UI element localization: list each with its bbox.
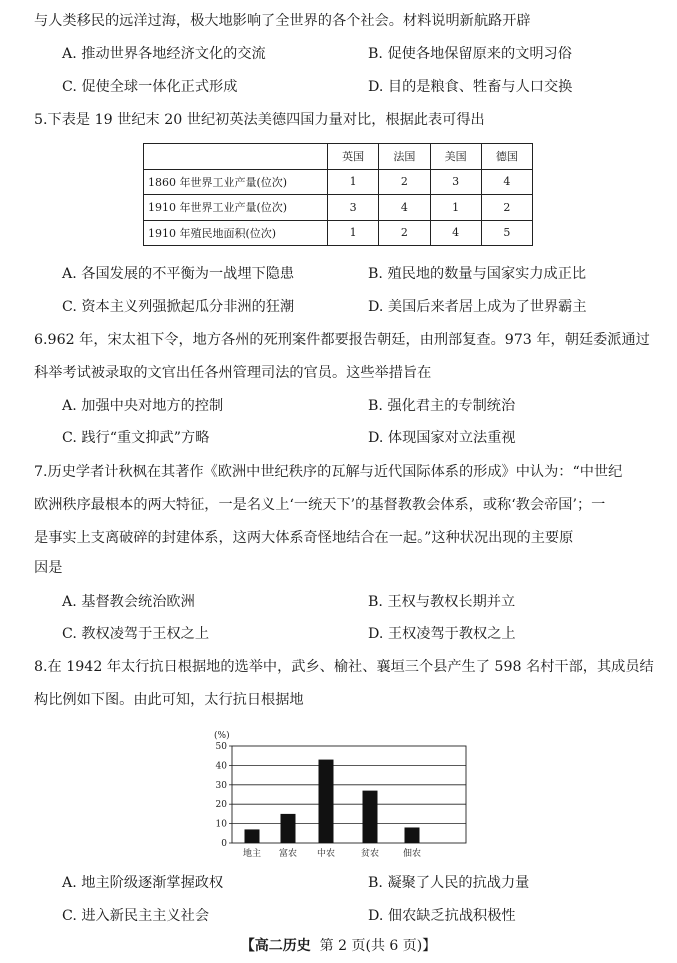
q4-option-c[interactable]: C. 促使全球一体化正式形成: [62, 79, 238, 95]
chart-y-tick-label: 40: [215, 761, 227, 772]
q8-stem-line-1: 8.在 1942 年太行抗日根据地的选举中，武乡、榆社、襄垣三个县产生了 598 名村干部，其成员结: [34, 659, 654, 675]
chart-bar-5: [405, 827, 420, 843]
q8-option-a[interactable]: A. 地主阶级逐渐掌握政权: [62, 875, 224, 891]
chart-y-tick-label: 0: [221, 839, 227, 849]
q8-stem-line-2: 构比例如下图。由此可知，太行抗日根据地: [34, 692, 304, 708]
table-header-cell: 法国: [379, 144, 430, 170]
chart-bar-2: [281, 814, 296, 843]
chart-y-tick-label: 10: [215, 819, 227, 830]
table-header-cell: 美国: [430, 144, 481, 170]
q6-option-b[interactable]: B. 强化君主的专制统治: [368, 398, 516, 414]
q5-option-d[interactable]: D. 美国后来者居上成为了世界霸主: [368, 299, 587, 315]
q7-stem-line-1: 7.历史学者计秋枫在其著作《欧洲中世纪秩序的瓦解与近代国际体系的形成》中认为：“中世纪: [34, 464, 623, 480]
table-cell: 4: [430, 220, 481, 246]
table-cell: 4: [481, 169, 532, 195]
footer-page-number: 第 2 页(共 6 页)】: [319, 938, 437, 954]
chart-category-label: 富农: [278, 849, 298, 859]
table-header-cell: [144, 144, 328, 170]
q4-stem-continuation: 与人类移民的远洋过海，极大地影响了全世界的各个社会。材料说明新航路开辟: [34, 13, 531, 29]
q6-option-c[interactable]: C. 践行“重文抑武”方略: [62, 430, 210, 446]
q8-option-c[interactable]: C. 进入新民主主义社会: [62, 908, 210, 924]
q7-stem-line-3: 是事实上支离破碎的封建体系，这两大体系奇怪地结合在一起。”这种状况出现的主要原: [34, 530, 574, 546]
chart-y-tick-label: 20: [215, 800, 227, 811]
table-row: [144, 220, 533, 246]
chart-category-label: 佃农: [402, 849, 422, 859]
table-row-label: 1910 年殖民地面积(位次): [144, 220, 328, 246]
table-cell: 3: [430, 169, 481, 195]
footer-course: 【高二历史: [240, 938, 311, 954]
chart-bars: [245, 760, 420, 843]
q5-option-c[interactable]: C. 资本主义列强掀起瓜分非洲的狂潮: [62, 299, 295, 315]
table-cell: 5: [481, 220, 532, 246]
q6-stem-line-1: 6.962 年，宋太祖下令，地方各州的死刑案件都要报告朝廷，由刑部复查。973 年，朝廷委派通过: [34, 332, 650, 348]
chart-y-tick-label: 50: [215, 742, 227, 752]
table-cell: 1: [430, 195, 481, 221]
q8-bar-chart: [200, 726, 480, 862]
table-row: [144, 195, 533, 221]
table-header-row: [144, 144, 533, 170]
table-row-label: 1860 年世界工业产量(位次): [144, 169, 328, 195]
q4-option-b[interactable]: B. 促使各地保留原来的文明习俗: [368, 46, 572, 62]
table-header-cell: 英国: [328, 144, 379, 170]
q7-option-b[interactable]: B. 王权与教权长期并立: [368, 594, 516, 610]
q5-option-b[interactable]: B. 殖民地的数量与国家实力成正比: [368, 266, 587, 282]
chart-y-tick-label: 30: [215, 780, 227, 791]
q8-option-d[interactable]: D. 佃农缺乏抗战积极性: [368, 908, 516, 924]
q7-stem-line-2: 欧洲秩序最根本的两大特征，一是名义上‘一统天下’的基督教教会体系，或称‘教会帝国’；一: [34, 497, 606, 513]
chart-category-label: 贫农: [360, 849, 380, 859]
q7-option-a[interactable]: A. 基督教会统治欧洲: [62, 594, 195, 610]
q5-power-table: [143, 143, 533, 246]
q7-option-c[interactable]: C. 教权凌驾于王权之上: [62, 626, 210, 642]
table-cell: 1: [328, 169, 379, 195]
q6-stem-line-2: 科举考试被录取的文官出任各州管理司法的官员。这些举措旨在: [34, 365, 432, 381]
q4-option-a[interactable]: A. 推动世界各地经济文化的交流: [62, 46, 266, 62]
table-cell: 1: [328, 220, 379, 246]
chart-y-ticks: [216, 742, 232, 849]
table-cell: 2: [379, 220, 430, 246]
q4-option-d[interactable]: D. 目的是粮食、牲畜与人口交换: [368, 79, 573, 95]
chart-plot-frame: [232, 746, 466, 843]
q7-stem-line-4: 因是: [34, 560, 63, 576]
table-row-label: 1910 年世界工业产量(位次): [144, 195, 328, 221]
q5-option-a[interactable]: A. 各国发展的不平衡为一战埋下隐患: [62, 266, 295, 282]
chart-bar-1: [245, 829, 260, 843]
page-footer: [0, 935, 677, 955]
q5-stem: 5.下表是 19 世纪末 20 世纪初英法美德四国力量对比，根据此表可得出: [34, 112, 485, 128]
chart-category-label: 中农: [316, 849, 336, 859]
table-cell: 4: [379, 195, 430, 221]
table-cell: 3: [328, 195, 379, 221]
q6-option-a[interactable]: A. 加强中央对地方的控制: [62, 398, 224, 414]
q7-option-d[interactable]: D. 王权凌驾于教权之上: [368, 626, 516, 642]
chart-x-labels: [243, 847, 421, 859]
q6-option-d[interactable]: D. 体现国家对立法重视: [368, 430, 516, 446]
table-cell: 2: [379, 169, 430, 195]
table-header-cell: 德国: [481, 144, 532, 170]
q8-option-b[interactable]: B. 凝聚了人民的抗战力量: [368, 875, 530, 891]
table-row: [144, 169, 533, 195]
table-cell: 2: [481, 195, 532, 221]
chart-gridlines: [232, 746, 466, 843]
chart-category-label: 地主: [242, 849, 262, 859]
chart-bar-3: [319, 760, 334, 843]
chart-y-axis-label: (%): [214, 731, 230, 741]
chart-bar-4: [363, 791, 378, 843]
